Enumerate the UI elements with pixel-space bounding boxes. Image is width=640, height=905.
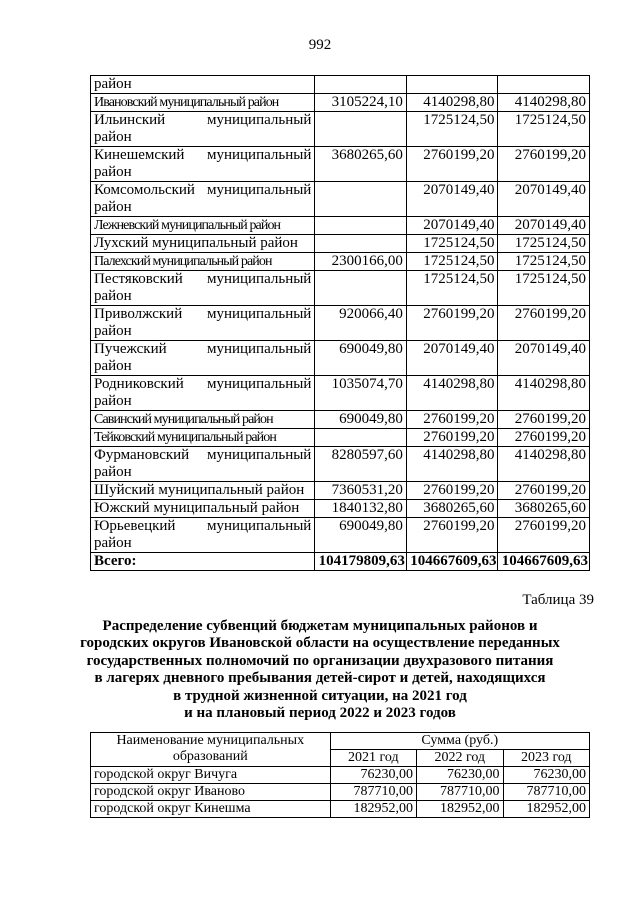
amount-cell-2022: 3680265,60: [406, 500, 498, 518]
header-name-cell: [91, 733, 331, 767]
district-name: Савинский муниципальный район: [94, 412, 273, 427]
amount-cell-2023: 2760199,20: [498, 147, 590, 182]
amount-cell-2021: [315, 429, 407, 447]
amount-cell-2023: 1725124,50: [498, 253, 590, 271]
district-name-cell: [91, 447, 315, 482]
district-name-cell: [91, 376, 315, 411]
district-name-line: район: [94, 288, 132, 304]
district-name-line: район: [94, 535, 132, 551]
amount-cell-2021: 690049,80: [315, 411, 407, 429]
district-name-line: район: [94, 164, 132, 180]
district-name-cell: [91, 94, 315, 112]
table-label: Таблица 39: [522, 592, 594, 608]
amount-cell-2021: 182952,00: [330, 801, 416, 818]
amount-cell-2023: 1725124,50: [498, 112, 590, 147]
total-label: Всего:: [91, 553, 315, 571]
district-name: Лухский муниципальный район: [94, 235, 298, 251]
amount-cell-2023: 2760199,20: [498, 411, 590, 429]
district-name-cell: [91, 482, 315, 500]
total-amount-2021: 104179809,63: [315, 553, 407, 571]
district-name-line: район: [94, 393, 132, 409]
header-name-line: Наименование муниципальных: [116, 733, 305, 748]
table-row: [91, 271, 590, 306]
district-name: Лежневский муниципальный район: [94, 218, 281, 233]
amount-cell-2022: 1725124,50: [406, 112, 498, 147]
amount-cell-2023: 4140298,80: [498, 447, 590, 482]
heading-line: Распределение субвенций бюджетам муниципальных районов и: [102, 618, 538, 634]
amount-cell-2021: 787710,00: [330, 784, 416, 801]
amount-cell-2023: 182952,00: [503, 801, 590, 818]
amount-cell-2021: [315, 112, 407, 147]
table-row: [91, 112, 590, 147]
district-name-cell: [91, 253, 315, 271]
city-name-cell: городской округ Вичуга: [91, 767, 331, 784]
amount-cell-2022: 2760199,20: [406, 429, 498, 447]
amount-cell-2021: 920066,40: [315, 306, 407, 341]
district-name-cell: [91, 76, 315, 94]
amount-cell-2022: 1725124,50: [406, 235, 498, 253]
amount-cell-2022: 182952,00: [417, 801, 503, 818]
amount-cell-2023: 76230,00: [503, 767, 590, 784]
table-row: [91, 147, 590, 182]
heading-line: в трудной жизненной ситуации, на 2021 год: [173, 687, 467, 704]
district-name-line: Пестяковский муниципальный: [94, 271, 312, 287]
table-row: [91, 182, 590, 217]
page-number: 992: [308, 37, 332, 53]
amount-cell-2021: 3105224,10: [315, 94, 407, 112]
district-name: Шуйский муниципальный район: [94, 482, 305, 498]
amount-cell-2022: 2070149,40: [406, 341, 498, 376]
city-name-cell: городской округ Кинешма: [91, 801, 331, 818]
district-name: Южский муниципальный район: [94, 500, 300, 516]
amount-cell-2023: 2070149,40: [498, 341, 590, 376]
district-name-cell: [91, 112, 315, 147]
amount-cell-2021: 690049,80: [315, 341, 407, 376]
amount-cell-2022: 2760199,20: [406, 518, 498, 553]
table-row: [91, 784, 590, 801]
heading-line: в лагерях дневного пребывания детей-сирот и детей, находящихся: [94, 670, 546, 687]
amount-cell-2021: 7360531,20: [315, 482, 407, 500]
amount-cell-2023: 4140298,80: [498, 94, 590, 112]
amount-cell-2022: 2760199,20: [406, 306, 498, 341]
header-sum-cell: Сумма (руб.): [330, 733, 589, 750]
table-row: [91, 482, 590, 500]
district-name: район: [94, 76, 132, 92]
district-name: Ивановский муниципальный район: [94, 95, 279, 110]
district-name-line: Комсомольский муниципальный: [94, 182, 312, 198]
district-name-line: район: [94, 129, 132, 145]
district-name-cell: [91, 429, 315, 447]
district-name-line: район: [94, 464, 132, 480]
table-row: [91, 447, 590, 482]
table-row: [91, 767, 590, 784]
amount-cell-2021: [315, 235, 407, 253]
amount-cell-2023: 1725124,50: [498, 235, 590, 253]
district-name-cell: [91, 411, 315, 429]
amount-cell-2021: 690049,80: [315, 518, 407, 553]
amount-cell-2023: 2760199,20: [498, 482, 590, 500]
amount-cell-2023: 2760199,20: [498, 518, 590, 553]
district-name-cell: [91, 182, 315, 217]
total-amount-2023: 104667609,63: [498, 553, 590, 571]
amount-cell-2021: 2300166,00: [315, 253, 407, 271]
district-name-cell: [91, 217, 315, 235]
year-header-cell: 2021 год: [330, 750, 416, 767]
table-row: [91, 801, 590, 818]
year-header-cell: 2023 год: [503, 750, 590, 767]
amount-cell-2023: 4140298,80: [498, 376, 590, 411]
amount-cell-2022: 2760199,20: [406, 411, 498, 429]
amount-cell-2021: 3680265,60: [315, 147, 407, 182]
table-row: [91, 429, 590, 447]
amount-cell-2023: 2070149,40: [498, 217, 590, 235]
district-name-line: район: [94, 358, 132, 374]
table-row: [91, 341, 590, 376]
district-name-cell: [91, 341, 315, 376]
table-row: [91, 76, 590, 94]
district-name-line: Ильинский муниципальный: [94, 112, 312, 128]
year-header-cell: 2022 год: [417, 750, 503, 767]
district-name-cell: [91, 500, 315, 518]
amount-cell-2022: 4140298,80: [406, 94, 498, 112]
table-row: [91, 411, 590, 429]
amount-cell-2022: 2070149,40: [406, 182, 498, 217]
amount-cell-2022: 787710,00: [417, 784, 503, 801]
amount-cell-2021: [315, 182, 407, 217]
table-heading: [80, 618, 560, 722]
district-name-line: Юрьевецкий муниципальный: [94, 518, 312, 534]
district-name-line: Фурмановский муниципальный: [94, 447, 312, 463]
amount-cell-2023: 3680265,60: [498, 500, 590, 518]
table-row: [91, 500, 590, 518]
district-name-line: район: [94, 323, 132, 339]
district-name: Палехский муниципальный район: [94, 254, 272, 269]
heading-line: и на плановый период 2022 и 2023 годов: [184, 705, 456, 722]
district-name-cell: [91, 147, 315, 182]
district-name-line: район: [94, 199, 132, 215]
total-amount-2022: 104667609,63: [406, 553, 498, 571]
city-name-cell: городской округ Иваново: [91, 784, 331, 801]
amount-cell-2022: [406, 76, 498, 94]
amount-cell-2021: 76230,00: [330, 767, 416, 784]
heading-line: государственных полномочий по организации двухразового питания: [86, 652, 554, 669]
amount-cell-2023: 787710,00: [503, 784, 590, 801]
table-row: [91, 235, 590, 253]
amount-cell-2022: 4140298,80: [406, 376, 498, 411]
amount-cell-2023: 2760199,20: [498, 306, 590, 341]
subvention-table-continued: [90, 75, 590, 571]
amount-cell-2021: [315, 76, 407, 94]
amount-cell-2022: 2760199,20: [406, 482, 498, 500]
amount-cell-2022: 1725124,50: [406, 271, 498, 306]
amount-cell-2022: 2070149,40: [406, 217, 498, 235]
table-row: [91, 253, 590, 271]
total-row: [91, 553, 590, 571]
district-name-cell: [91, 271, 315, 306]
amount-cell-2021: 8280597,60: [315, 447, 407, 482]
amount-cell-2021: 1035074,70: [315, 376, 407, 411]
table-row: [91, 306, 590, 341]
heading-line: городских округов Ивановской области на осуществление переданных: [80, 635, 560, 652]
district-name-cell: [91, 306, 315, 341]
amount-cell-2022: 4140298,80: [406, 447, 498, 482]
amount-cell-2021: [315, 217, 407, 235]
district-name-line: Кинешемский муниципальный: [94, 147, 312, 163]
table-row: [91, 217, 590, 235]
amount-cell-2023: 1725124,50: [498, 271, 590, 306]
amount-cell-2021: 1840132,80: [315, 500, 407, 518]
amount-cell-2023: 2070149,40: [498, 182, 590, 217]
district-name-line: Приволжский муниципальный: [94, 306, 312, 322]
amount-cell-2022: 2760199,20: [406, 147, 498, 182]
district-name-line: Родниковский муниципальный: [94, 376, 312, 392]
district-name-cell: [91, 518, 315, 553]
table-header-row: [91, 733, 590, 750]
amount-cell-2023: 2760199,20: [498, 429, 590, 447]
meals-subvention-table: [90, 732, 590, 818]
amount-cell-2023: [498, 76, 590, 94]
table-row: [91, 94, 590, 112]
header-name-line: образований: [172, 749, 248, 764]
district-name-cell: [91, 235, 315, 253]
district-name-line: Пучежский муниципальный: [94, 341, 312, 357]
table-row: [91, 376, 590, 411]
amount-cell-2021: [315, 271, 407, 306]
district-name: Тейковский муниципальный район: [94, 430, 276, 445]
amount-cell-2022: 1725124,50: [406, 253, 498, 271]
amount-cell-2022: 76230,00: [417, 767, 503, 784]
table-row: [91, 518, 590, 553]
